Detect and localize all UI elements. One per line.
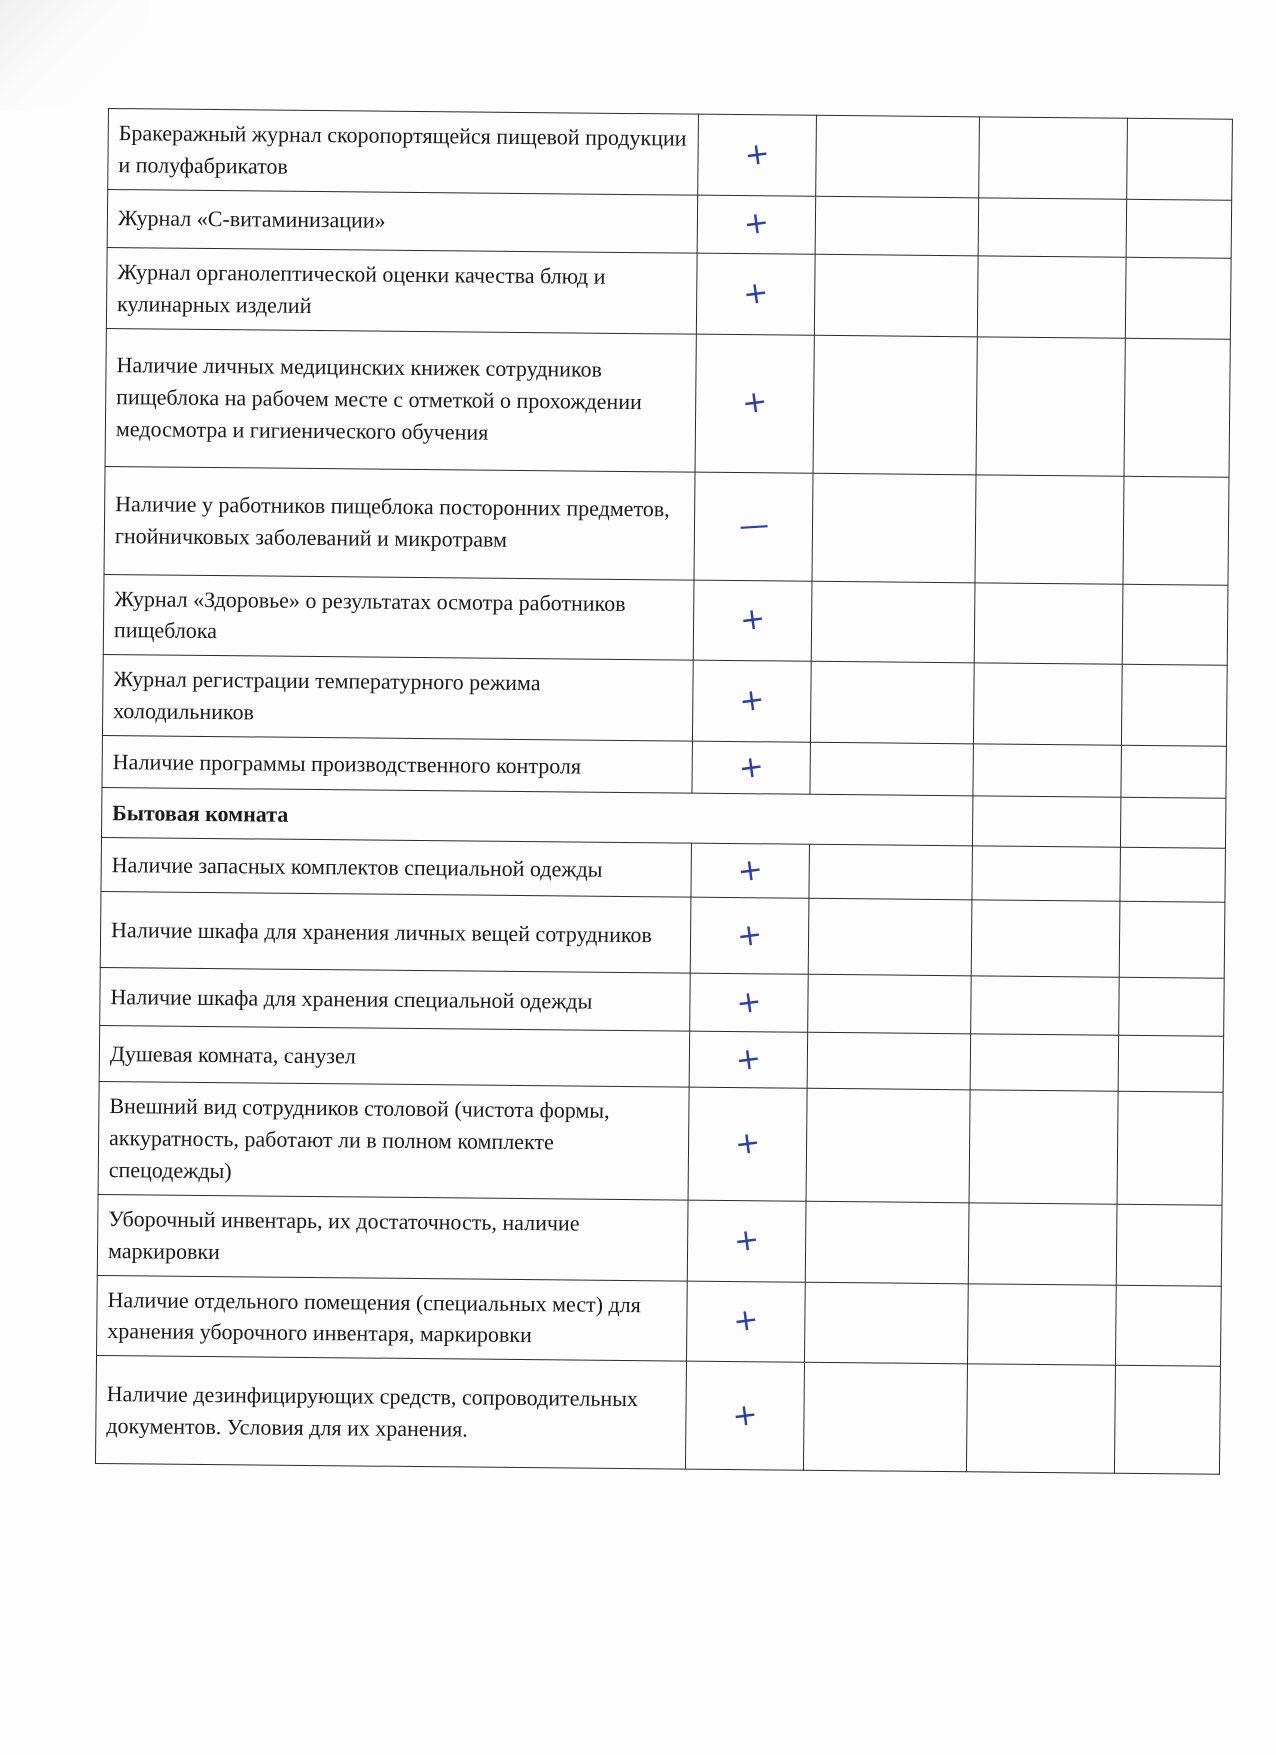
row-mark-cell — [693, 580, 812, 662]
handwritten-mark: + — [736, 748, 766, 787]
empty-cell — [972, 846, 1121, 901]
row-description: Наличие у работников пищеблока посторонних предметов, гнойничковых заболеваний и микротравм — [104, 466, 695, 580]
empty-cell — [979, 117, 1128, 199]
empty-cell — [1127, 118, 1232, 200]
empty-cell — [805, 1201, 969, 1283]
row-description: Журнал «С-витаминизации» — [107, 189, 698, 253]
empty-cell — [974, 663, 1123, 745]
row-description: Наличие шкафа для хранения личных вещей сотрудников — [100, 892, 691, 974]
empty-cell — [1120, 901, 1225, 978]
row-mark-cell — [695, 334, 814, 473]
empty-cell — [1117, 1204, 1222, 1286]
row-description: Душевая комната, санузел — [99, 1026, 690, 1088]
table-row — [98, 1082, 1223, 1205]
empty-cell — [1123, 584, 1228, 666]
handwritten-mark: + — [734, 916, 765, 955]
empty-cell — [974, 582, 1123, 664]
empty-cell — [811, 581, 975, 663]
handwritten-mark: + — [733, 1040, 764, 1079]
handwritten-mark: + — [739, 383, 770, 422]
table-row — [105, 328, 1230, 477]
empty-cell — [813, 335, 977, 475]
row-mark-cell — [690, 897, 809, 974]
row-mark-cell — [687, 1281, 806, 1363]
row-mark-cell — [688, 1087, 807, 1201]
empty-cell — [967, 1364, 1116, 1473]
row-description: Бракеражный журнал скоропортящейся пищевой продукции и полуфабрикатов — [108, 109, 699, 195]
empty-cell — [1119, 1035, 1224, 1092]
empty-cell — [969, 1090, 1118, 1204]
empty-cell — [1116, 1285, 1221, 1367]
empty-cell — [968, 1203, 1117, 1285]
empty-cell — [804, 1363, 968, 1473]
handwritten-mark: + — [737, 601, 768, 640]
empty-cell — [1115, 1366, 1221, 1475]
row-mark-cell — [687, 1200, 806, 1282]
empty-cell — [1126, 257, 1231, 339]
table-row — [108, 109, 1233, 201]
handwritten-mark: + — [730, 1396, 760, 1435]
row-mark-cell — [698, 114, 817, 196]
empty-cell — [809, 844, 972, 900]
row-mark-cell — [694, 472, 813, 581]
empty-cell — [1127, 199, 1232, 258]
table-row — [102, 655, 1227, 747]
empty-cell — [812, 473, 976, 583]
empty-cell — [976, 336, 1126, 475]
handwritten-mark: + — [731, 1221, 762, 1260]
row-mark-cell — [691, 843, 810, 898]
empty-cell — [975, 474, 1124, 583]
empty-cell — [814, 254, 978, 336]
empty-cell — [970, 1034, 1119, 1091]
table-row — [95, 1356, 1220, 1475]
row-mark-cell — [697, 195, 816, 254]
row-mark-cell — [696, 253, 815, 335]
row-description: Наличие отдельного помещения (специальных мест) для хранения уборочного инвентаря, маркировки — [97, 1275, 688, 1361]
handwritten-mark: + — [731, 1302, 761, 1341]
row-description: Наличие шкафа для хранения специальной одежды — [100, 968, 691, 1032]
empty-cell — [1121, 797, 1226, 848]
row-description: Наличие запасных комплектов специальной одежды — [101, 838, 692, 898]
inspection-checklist-table — [95, 108, 1233, 1475]
empty-cell — [807, 1032, 970, 1090]
section-title: Бытовая комната — [101, 788, 973, 846]
empty-cell — [806, 1088, 970, 1202]
table-row — [103, 574, 1228, 666]
handwritten-mark: + — [742, 135, 772, 174]
empty-cell — [816, 115, 980, 197]
empty-cell — [971, 900, 1120, 977]
table-row — [100, 892, 1225, 979]
handwritten-mark: + — [732, 1124, 763, 1163]
row-description: Внешний вид сотрудников столовой (чистота формы, аккуратность, работают ли в полном комплекте спецодежды) — [98, 1082, 689, 1200]
empty-cell — [808, 974, 972, 1034]
empty-cell — [978, 198, 1127, 257]
row-mark-cell — [690, 973, 809, 1032]
row-description: Наличие личных медицинских книжек сотрудников пищеблока на рабочем месте с отметкой о прохождении медосмотра и гигиенического обучения — [105, 328, 696, 472]
empty-cell — [977, 256, 1126, 338]
table-row — [100, 968, 1225, 1037]
empty-cell — [973, 744, 1122, 797]
empty-cell — [968, 1283, 1117, 1365]
row-mark-cell — [692, 741, 811, 794]
table-row — [97, 1275, 1222, 1367]
table-row — [104, 466, 1229, 585]
empty-cell — [1117, 1091, 1223, 1205]
row-mark-cell — [689, 1031, 808, 1088]
table-row — [107, 189, 1232, 258]
handwritten-mark: — — [737, 507, 770, 545]
table-row — [97, 1194, 1222, 1286]
empty-cell — [973, 796, 1122, 847]
row-mark-cell — [693, 660, 812, 742]
empty-cell — [1124, 338, 1230, 477]
empty-cell — [810, 742, 973, 796]
empty-cell — [971, 976, 1120, 1035]
empty-cell — [808, 898, 972, 976]
empty-cell — [815, 196, 979, 256]
table-row — [106, 247, 1231, 339]
handwritten-mark: + — [734, 983, 764, 1022]
row-description: Уборочный инвентарь, их достаточность, наличие маркировки — [97, 1194, 688, 1280]
empty-cell — [1123, 476, 1229, 585]
empty-cell — [811, 662, 975, 744]
row-description: Наличие дезинфицирующих средств, сопроводительных документов. Условия для их хранения. — [95, 1356, 686, 1470]
handwritten-mark: + — [741, 205, 772, 243]
empty-cell — [1121, 745, 1226, 798]
row-description: Журнал органолептической оценки качества блюд и кулинарных изделий — [106, 247, 697, 333]
handwritten-mark: + — [737, 681, 767, 720]
handwritten-mark: + — [741, 274, 771, 313]
row-description: Журнал регистрации температурного режима холодильников — [102, 655, 693, 741]
empty-cell — [805, 1282, 969, 1364]
empty-cell — [1119, 977, 1224, 1036]
row-mark-cell — [686, 1361, 805, 1470]
empty-cell — [1122, 665, 1227, 747]
row-description: Наличие программы производственного контроля — [102, 736, 693, 794]
handwritten-mark: + — [735, 851, 765, 890]
empty-cell — [1120, 847, 1225, 902]
row-description: Журнал «Здоровье» о результатах осмотра работников пищеблока — [103, 574, 694, 660]
